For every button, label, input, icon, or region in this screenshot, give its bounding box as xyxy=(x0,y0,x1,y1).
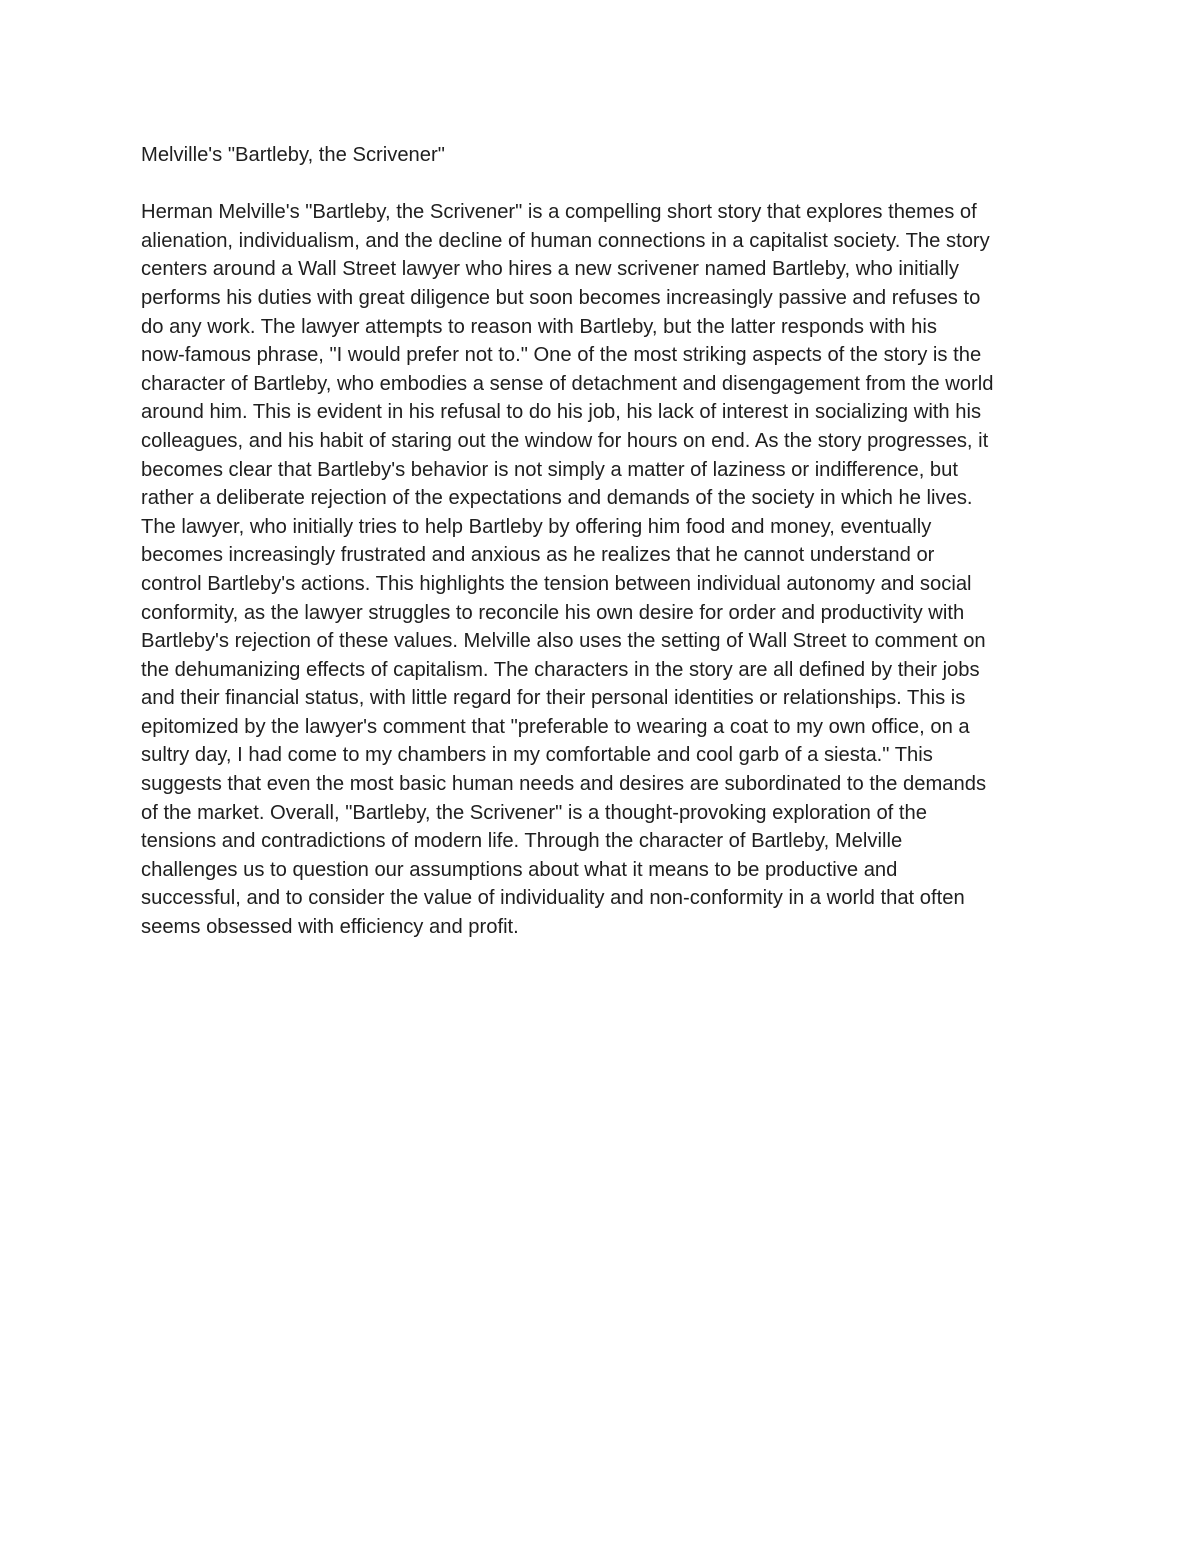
body-line: around him. This is evident in his refusal to do his job, his lack of interest in socializing with his xyxy=(141,401,982,424)
body-line: Herman Melville's "Bartleby, the Scrivener" is a compelling short story that explores themes of xyxy=(141,201,977,224)
document-content xyxy=(141,141,1081,942)
body-line: of the market. Overall, "Bartleby, the Scrivener" is a thought-provoking exploration of the xyxy=(141,801,927,824)
body-line: and their financial status, with little regard for their personal identities or relationships. This is xyxy=(141,687,966,710)
body-line: sultry day, I had come to my chambers in my comfortable and cool garb of a siesta." This xyxy=(141,744,933,767)
body-line: do any work. The lawyer attempts to reason with Bartleby, but the latter responds with his xyxy=(141,315,937,338)
body-line: the dehumanizing effects of capitalism. The characters in the story are all defined by their jobs xyxy=(141,658,980,681)
body-line: successful, and to consider the value of individuality and non-conformity in a world that often xyxy=(141,887,965,910)
body-line: centers around a Wall Street lawyer who hires a new scrivener named Bartleby, who initially xyxy=(141,258,959,281)
body-line: tensions and contradictions of modern life. Through the character of Bartleby, Melville xyxy=(141,830,903,853)
paragraph-spacer xyxy=(141,170,1081,199)
body-line: challenges us to question our assumptions about what it means to be productive and xyxy=(141,858,898,881)
body-line: Bartleby's rejection of these values. Melville also uses the setting of Wall Street to comment on xyxy=(141,630,986,653)
body-line: now-famous phrase, "I would prefer not to." One of the most striking aspects of the story is the xyxy=(141,344,982,367)
body-line: character of Bartleby, who embodies a sense of detachment and disengagement from the world xyxy=(141,372,994,395)
body-line: colleagues, and his habit of staring out the window for hours on end. As the story progresses, it xyxy=(141,429,989,452)
body-line: suggests that even the most basic human needs and desires are subordinated to the demands xyxy=(141,773,987,796)
body-line: becomes clear that Bartleby's behavior is not simply a matter of laziness or indifference, but xyxy=(141,458,958,481)
body-line: seems obsessed with efficiency and profit. xyxy=(141,916,519,939)
document-body xyxy=(141,198,1081,941)
body-line: The lawyer, who initially tries to help Bartleby by offering him food and money, eventually xyxy=(141,515,932,538)
body-line: performs his duties with great diligence but soon becomes increasingly passive and refuses to xyxy=(141,286,981,309)
body-line: alienation, individualism, and the decline of human connections in a capitalist society. The story xyxy=(141,229,990,252)
body-line: becomes increasingly frustrated and anxious as he realizes that he cannot understand or xyxy=(141,544,935,567)
body-line: conformity, as the lawyer struggles to reconcile his own desire for order and productivity with xyxy=(141,601,965,624)
body-line: control Bartleby's actions. This highlights the tension between individual autonomy and social xyxy=(141,572,972,595)
body-line: epitomized by the lawyer's comment that "preferable to wearing a coat to my own office, on a xyxy=(141,715,970,738)
body-line: rather a deliberate rejection of the expectations and demands of the society in which he lives. xyxy=(141,487,973,510)
document-title: Melville's "Bartleby, the Scrivener" xyxy=(141,144,445,166)
